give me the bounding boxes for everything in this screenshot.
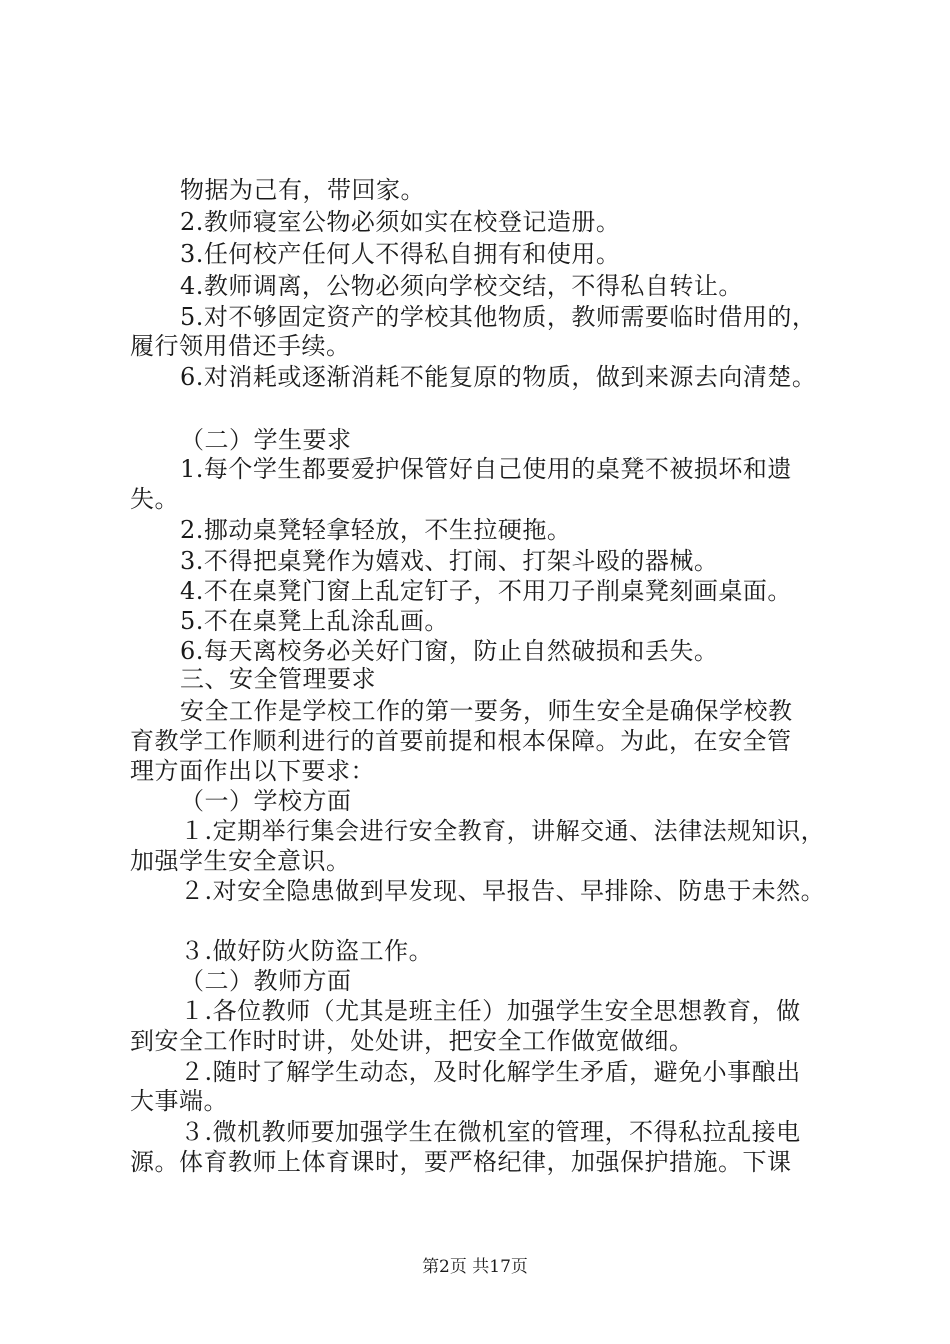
text-line: 安全工作是学校工作的第一要务，师生安全是确保学校教 <box>180 697 793 725</box>
text-line: ３.做好防火防盗工作。 <box>180 937 434 965</box>
text-line: 源。体育教师上体育课时，要严格纪律，加强保护措施。下课 <box>130 1148 792 1176</box>
text-line: 2.教师寝室公物必须如实在校登记造册。 <box>180 208 621 236</box>
text-line: 4.不在桌凳门窗上乱定钉子，不用刀子削桌凳刻画桌面。 <box>180 577 792 605</box>
text-line: １.各位教师（尤其是班主任）加强学生安全思想教育，做 <box>180 997 801 1025</box>
text-line: 履行领用借还手续。 <box>130 332 351 360</box>
section-heading: 三、安全管理要求 <box>180 665 376 693</box>
page-footer: 第2页 共17页 <box>422 1257 528 1277</box>
text-line: 4.教师调离，公物必须向学校交结，不得私自转让。 <box>180 272 743 300</box>
text-line: 加强学生安全意识。 <box>130 847 351 875</box>
text-line: 到安全工作时时讲，处处讲，把安全工作做宽做细。 <box>130 1027 694 1055</box>
text-line: 3.任何校产任何人不得私自拥有和使用。 <box>180 240 621 268</box>
text-line: 大事端。 <box>130 1087 228 1115</box>
text-line: 6.每天离校务必关好门窗，防止自然破损和丢失。 <box>180 637 719 665</box>
text-line: 6.对消耗或逐渐消耗不能复原的物质，做到来源去向清楚。 <box>180 363 817 391</box>
text-line: 失。 <box>130 485 179 513</box>
section-heading: （一）学校方面 <box>180 787 352 815</box>
text-line: 理方面作出以下要求： <box>130 757 375 785</box>
section-heading: （二）学生要求 <box>180 426 352 454</box>
text-line: ３.微机教师要加强学生在微机室的管理，不得私拉乱接电 <box>180 1118 801 1146</box>
text-line: 3.不得把桌凳作为嬉戏、打闹、打架斗殴的器械。 <box>180 547 719 575</box>
text-line: １.定期举行集会进行安全教育，讲解交通、法律法规知识， <box>180 817 826 845</box>
text-line: ２.随时了解学生动态，及时化解学生矛盾，避免小事酿出 <box>180 1058 801 1086</box>
text-line: 5.对不够固定资产的学校其他物质，教师需要临时借用的， <box>180 303 817 331</box>
text-line: ２.对安全隐患做到早发现、早报告、早排除、防患于未然。 <box>180 877 826 905</box>
text-line: 2.挪动桌凳轻拿轻放，不生拉硬拖。 <box>180 516 572 544</box>
section-heading: （二）教师方面 <box>180 967 352 995</box>
text-line: 1.每个学生都要爱护保管好自己使用的桌凳不被损坏和遗 <box>180 455 792 483</box>
text-line: 5.不在桌凳上乱涂乱画。 <box>180 607 449 635</box>
text-line: 育教学工作顺利进行的首要前提和根本保障。为此，在安全管 <box>130 727 792 755</box>
text-line: 物据为己有，带回家。 <box>180 176 425 204</box>
